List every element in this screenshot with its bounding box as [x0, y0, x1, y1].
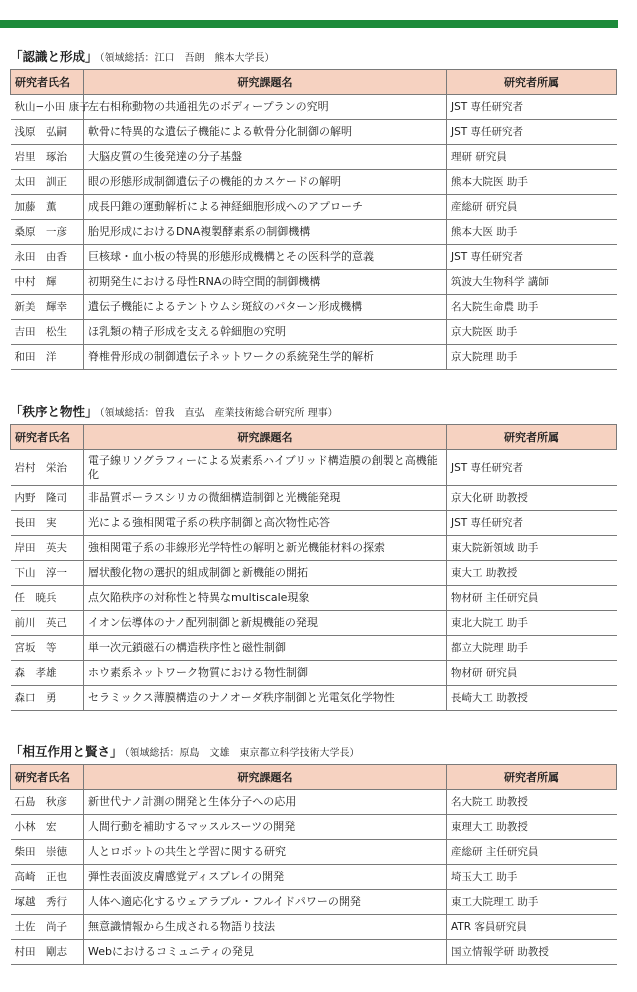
researcher-affiliation: 国立情報学研 助教授 [447, 940, 617, 965]
section-name: 「秩序と物性」 [10, 404, 98, 419]
research-topic: 大脳皮質の生後発達の分子基盤 [84, 145, 447, 170]
researcher-affiliation: 名大院工 助教授 [447, 790, 617, 815]
researcher-name: 塚越 秀行 [11, 890, 84, 915]
table-row [11, 120, 617, 145]
researcher-name: 浅原 弘嗣 [11, 120, 84, 145]
table-row [11, 486, 617, 511]
research-topic: ほ乳類の精子形成を支える幹細胞の究明 [84, 320, 447, 345]
research-topic: 脊椎骨形成の制御遺伝子ネットワークの系統発生学的解析 [84, 345, 447, 370]
section-recognition-formation [10, 45, 616, 370]
research-topic: 左右相称動物の共通祖先のボディープランの究明 [84, 95, 447, 120]
researcher-name: 石島 秋彦 [11, 790, 84, 815]
table-row [11, 195, 617, 220]
researcher-name: 永田 由香 [11, 245, 84, 270]
researcher-affiliation: 埼玉大工 助手 [447, 865, 617, 890]
table-row [11, 245, 617, 270]
researcher-affiliation: 物材研 研究員 [447, 661, 617, 686]
researcher-name: 吉田 松生 [11, 320, 84, 345]
researcher-affiliation: 熊本大医 助手 [447, 220, 617, 245]
researcher-affiliation: 筑波大生物科学 講師 [447, 270, 617, 295]
table-row [11, 536, 617, 561]
table-row [11, 686, 617, 711]
header-affiliation: 研究者所属 [447, 425, 617, 450]
research-topic: 人体へ適応化するウェアラブル・フルイドパワーの開発 [84, 890, 447, 915]
researcher-affiliation: 東北大院工 助手 [447, 611, 617, 636]
header-topic: 研究課題名 [84, 70, 447, 95]
researcher-affiliation: 理研 研究員 [447, 145, 617, 170]
table-row [11, 95, 617, 120]
researcher-name: 宮坂 等 [11, 636, 84, 661]
header-topic: 研究課題名 [84, 425, 447, 450]
researcher-name: 土佐 尚子 [11, 915, 84, 940]
researcher-affiliation: 東大工 助教授 [447, 561, 617, 586]
researcher-affiliation: JST 専任研究者 [447, 450, 617, 486]
researcher-affiliation: 産総研 主任研究員 [447, 840, 617, 865]
researcher-name: 岩村 栄治 [11, 450, 84, 486]
table-row [11, 815, 617, 840]
researcher-name: 下山 淳一 [11, 561, 84, 586]
researcher-affiliation: 京大院医 助手 [447, 320, 617, 345]
table-row [11, 586, 617, 611]
researcher-table [10, 69, 617, 370]
header-researcher: 研究者氏名 [11, 765, 84, 790]
research-topic: 点欠陥秩序の対称性と特異なmultiscale現象 [84, 586, 447, 611]
researcher-table [10, 424, 617, 711]
table-row [11, 345, 617, 370]
research-topic: 胎児形成におけるDNA複製酵素系の制御機構 [84, 220, 447, 245]
researcher-affiliation: JST 専任研究者 [447, 120, 617, 145]
research-topic: 巨核球・血小板の特異的形態形成機構とその医科学的意義 [84, 245, 447, 270]
table-row [11, 450, 617, 486]
researcher-name: 和田 洋 [11, 345, 84, 370]
section-order-properties [10, 400, 616, 711]
research-topic: セラミックス薄膜構造のナノオーダ秩序制御と光電気化学物性 [84, 686, 447, 711]
research-topic: 人とロボットの共生と学習に関する研究 [84, 840, 447, 865]
research-topic: 電子線リソグラフィーによる炭素系ハイブリッド構造膜の創製と高機能化 [84, 450, 447, 486]
researcher-affiliation: 産総研 研究員 [447, 195, 617, 220]
table-row [11, 840, 617, 865]
header-researcher: 研究者氏名 [11, 425, 84, 450]
table-row [11, 940, 617, 965]
researcher-name: 岩里 琢治 [11, 145, 84, 170]
researcher-affiliation: 京大院理 助手 [447, 345, 617, 370]
researcher-name: 中村 輝 [11, 270, 84, 295]
section-title [10, 740, 616, 764]
table-row [11, 320, 617, 345]
researcher-affiliation: ATR 客員研究員 [447, 915, 617, 940]
researcher-affiliation: 物材研 主任研究員 [447, 586, 617, 611]
research-topic: 弾性表面波皮膚感覚ディスプレイの開発 [84, 865, 447, 890]
researcher-name: 太田 訓正 [11, 170, 84, 195]
researcher-affiliation: 長崎大工 助教授 [447, 686, 617, 711]
header-affiliation: 研究者所属 [447, 70, 617, 95]
researcher-name: 加藤 薫 [11, 195, 84, 220]
research-topic: 非晶質ポーラスシリカの微細構造制御と光機能発現 [84, 486, 447, 511]
researcher-name: 森 孝雄 [11, 661, 84, 686]
research-topic: 眼の形態形成制御遺伝子の機能的カスケードの解明 [84, 170, 447, 195]
researcher-name: 前川 英己 [11, 611, 84, 636]
table-row [11, 270, 617, 295]
research-topic: 強相関電子系の非線形光学特性の解明と新光機能材料の探索 [84, 536, 447, 561]
researcher-affiliation: JST 専任研究者 [447, 511, 617, 536]
section-director: （領域総括：江口 吾朗 熊本大学長） [99, 53, 275, 64]
table-row [11, 511, 617, 536]
researcher-name: 村田 剛志 [11, 940, 84, 965]
research-topic: 無意識情報から生成される物語り技法 [84, 915, 447, 940]
research-topic: 単一次元鎖磁石の構造秩序性と磁性制御 [84, 636, 447, 661]
section-title [10, 400, 616, 424]
table-row [11, 611, 617, 636]
section-director: （領域総括：原島 文雄 東京都立科学技術大学長） [124, 748, 360, 759]
research-topic: 軟骨に特異的な遺伝子機能による軟骨分化制御の解明 [84, 120, 447, 145]
table-row [11, 890, 617, 915]
researcher-affiliation: 京大化研 助教授 [447, 486, 617, 511]
researcher-affiliation: 東理大工 助教授 [447, 815, 617, 840]
research-topic: 成長円錐の運動解析による神経細胞形成へのアプローチ [84, 195, 447, 220]
research-topic: Webにおけるコミュニティの発見 [84, 940, 447, 965]
researcher-table [10, 764, 617, 965]
researcher-affiliation: 東大院新領域 助手 [447, 536, 617, 561]
table-row [11, 170, 617, 195]
header-topic: 研究課題名 [84, 765, 447, 790]
research-topic: 初期発生における母性RNAの時空間的制御機構 [84, 270, 447, 295]
researcher-name: 新美 輝幸 [11, 295, 84, 320]
research-topic: ホウ素系ネットワーク物質における物性制御 [84, 661, 447, 686]
table-row [11, 145, 617, 170]
top-accent-bar [0, 20, 618, 28]
table-row [11, 661, 617, 686]
research-topic: 新世代ナノ計測の開発と生体分子への応用 [84, 790, 447, 815]
table-row [11, 790, 617, 815]
header-affiliation: 研究者所属 [447, 765, 617, 790]
researcher-name: 長田 実 [11, 511, 84, 536]
section-interaction-intelligence [10, 740, 616, 965]
section-name: 「認識と形成」 [10, 49, 98, 64]
researcher-name: 高崎 正也 [11, 865, 84, 890]
researcher-name: 柴田 崇徳 [11, 840, 84, 865]
researcher-name: 小林 宏 [11, 815, 84, 840]
researcher-affiliation: 名大院生命農 助手 [447, 295, 617, 320]
table-row [11, 561, 617, 586]
table-row [11, 915, 617, 940]
research-topic: 光による強相関電子系の秩序制御と高次物性応答 [84, 511, 447, 536]
researcher-name: 森口 勇 [11, 686, 84, 711]
table-row [11, 636, 617, 661]
researcher-name: 桑原 一彦 [11, 220, 84, 245]
research-topic: 人間行動を補助するマッスルスーツの開発 [84, 815, 447, 840]
section-name: 「相互作用と賢さ」 [10, 744, 123, 759]
researcher-affiliation: 熊本大院医 助手 [447, 170, 617, 195]
header-researcher: 研究者氏名 [11, 70, 84, 95]
researcher-affiliation: JST 専任研究者 [447, 95, 617, 120]
section-title [10, 45, 616, 69]
section-director: （領域総括：曽我 直弘 産業技術総合研究所 理事） [99, 408, 338, 419]
researcher-name: 内野 隆司 [11, 486, 84, 511]
researcher-affiliation: 都立大院理 助手 [447, 636, 617, 661]
table-row [11, 865, 617, 890]
research-topic: イオン伝導体のナノ配列制御と新規機能の発現 [84, 611, 447, 636]
researcher-affiliation: 東工大院理工 助手 [447, 890, 617, 915]
table-row [11, 220, 617, 245]
researcher-affiliation: JST 専任研究者 [447, 245, 617, 270]
researcher-name: 岸田 英夫 [11, 536, 84, 561]
research-topic: 層状酸化物の選択的組成制御と新機能の開拓 [84, 561, 447, 586]
research-topic: 遺伝子機能によるテントウムシ斑紋のパターン形成機構 [84, 295, 447, 320]
researcher-name: 秋山−小田 康子 [11, 95, 84, 120]
researcher-name: 任 暁兵 [11, 586, 84, 611]
table-row [11, 295, 617, 320]
